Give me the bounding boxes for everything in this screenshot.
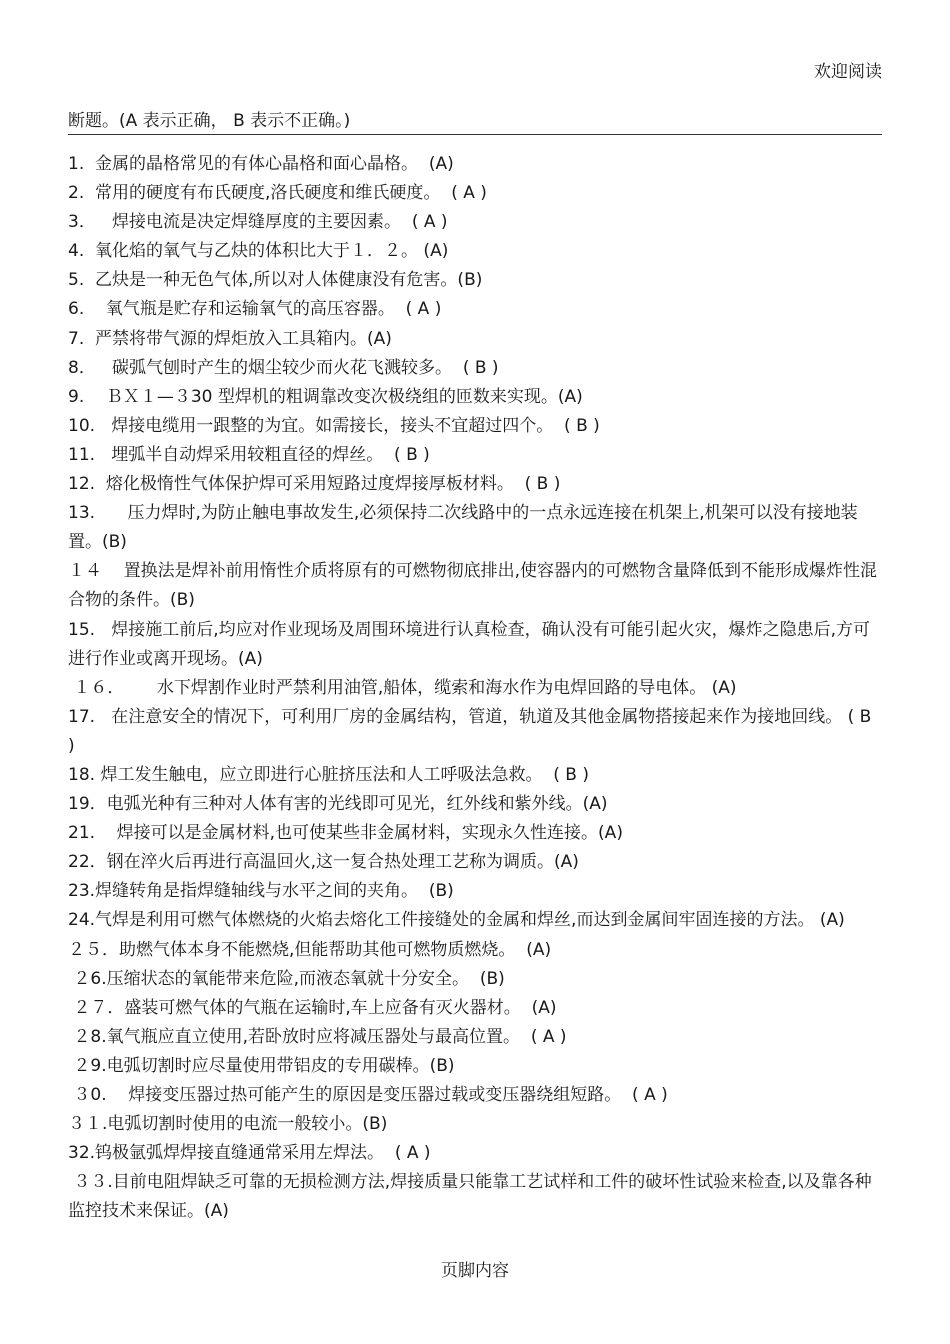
question-item: ３３.目前电阻焊缺乏可靠的无损检测方法,焊接质量只能靠工艺试样和工件的破坏性试验来检查,以及靠各种监控技术来保证。(A): [68, 1172, 872, 1222]
question-item: 24.气焊是利用可燃气体燃烧的火焰去熔化工件接缝处的金属和焊丝,而达到金属间牢固连接的方法。 (A): [68, 910, 845, 931]
question-item: 13. 压力焊时,为防止触电事故发生,必须保持二次线路中的一点永远连接在机架上,机架可以没有接地装置。(B): [68, 503, 858, 553]
question-item: 17. 在注意安全的情况下，可利用厂房的金属结构，管道，轨道及其他金属物搭接起来作为接地回线。 ( B ): [68, 706, 877, 756]
question-item: 19．电弧光种有三种对人体有害的光线即可见光，红外线和紫外线。(A): [68, 794, 608, 815]
question-list: [68, 150, 882, 1226]
question-item: ３１.电弧切割时使用的电流一般较小。(B): [68, 1114, 388, 1135]
question-item: 10. 焊接电缆用一跟整的为宜。如需接长，接头不宜超过四个。 ( B ): [68, 415, 600, 436]
question-item: 1. 金属的晶格常见的有体心晶格和面心晶格。 (A): [68, 154, 454, 174]
question-item: 11. 埋弧半自动焊采用较粗直径的焊丝。 ( B ): [68, 444, 430, 465]
question-item: 18. 焊工发生触电，应立即进行心脏挤压法和人工呼吸法急救。 ( B ): [68, 764, 589, 785]
question-item: 3． 焊接电流是决定焊缝厚度的主要因素。 ( A ): [68, 212, 448, 233]
question-item: 15. 焊接施工前后,均应对作业现场及周围环境进行认真检查，确认没有可能引起火灾，爆炸之隐患后,方可进行作业或离开现场。(A): [68, 619, 871, 669]
question-item: ２７．盛装可燃气体的气瓶在运输时,车上应备有灭火器材。 (A): [68, 997, 557, 1018]
question-item: 12. 熔化极惰性气体保护焊可采用短路过度焊接厚板材料。 ( B ): [68, 474, 561, 495]
intro-heading: 断题。(A 表示正确， B 表示不正确。): [68, 109, 882, 135]
question-item: ３0. 焊接变压器过热可能产生的原因是变压器过载或变压器绕组短路。 ( A ): [68, 1085, 668, 1105]
question-item: 2. 常用的硬度有布氏硬度,洛氏硬度和维氏硬度。 ( A ): [68, 183, 487, 204]
question-item: 22．钢在淬火后再进行高温回火,这一复合热处理工艺称为调质。(A): [68, 852, 579, 873]
question-item: ２6.压缩状态的氧能带来危险,而液态氧就十分安全。 (B): [68, 968, 505, 989]
header-text: 欢迎阅读: [814, 62, 882, 82]
question-item: 8． 碳弧气刨时产生的烟尘较少而火花飞溅较多。 ( B ): [68, 357, 499, 378]
question-item: 21. 焊接可以是金属材料,也可使某些非金属材料，实现永久性连接。(A): [68, 823, 623, 844]
question-item: １６． 水下焊割作业时严禁利用油管,船体，缆索和海水作为电焊回路的导电体。 (A): [68, 677, 737, 698]
question-item: ２8.氧气瓶应直立使用,若卧放时应将减压器处与最高位置。 ( A ): [68, 1026, 567, 1047]
question-item: 32.钨极氩弧焊焊接直缝通常采用左焊法。 ( A ): [68, 1143, 431, 1164]
question-item: 4. 氧化焰的氧气与乙炔的体积比大于１．２。 (A): [68, 241, 449, 262]
question-item: １４ 置换法是焊补前用惰性介质将原有的可燃物彻底排出,使容器内的可燃物含量降低到不能形成爆炸性混合物的条件。(B): [68, 561, 878, 611]
question-item: ２５．助燃气体本身不能燃烧,但能帮助其他可燃物质燃烧。 (A): [68, 939, 552, 960]
footer-text: 页脚内容: [441, 1261, 509, 1281]
question-item: ２9.电弧切割时应尽量使用带铝皮的专用碳棒。(B): [68, 1055, 455, 1076]
question-item: 6. 氧气瓶是贮存和运输氧气的高压容器。 ( A ): [68, 299, 442, 320]
question-item: 5. 乙炔是一种无色气体,所以对人体健康没有危害。(B): [68, 270, 483, 291]
question-item: 9. ＢＸ１—３30 型焊机的粗调靠改变次极绕组的匝数来实现。(A): [68, 386, 583, 407]
question-item: 23.焊缝转角是指焊缝轴线与水平之间的夹角。 (B): [68, 881, 454, 902]
question-item: 7. 严禁将带气源的焊炬放入工具箱内。(A): [68, 328, 392, 349]
